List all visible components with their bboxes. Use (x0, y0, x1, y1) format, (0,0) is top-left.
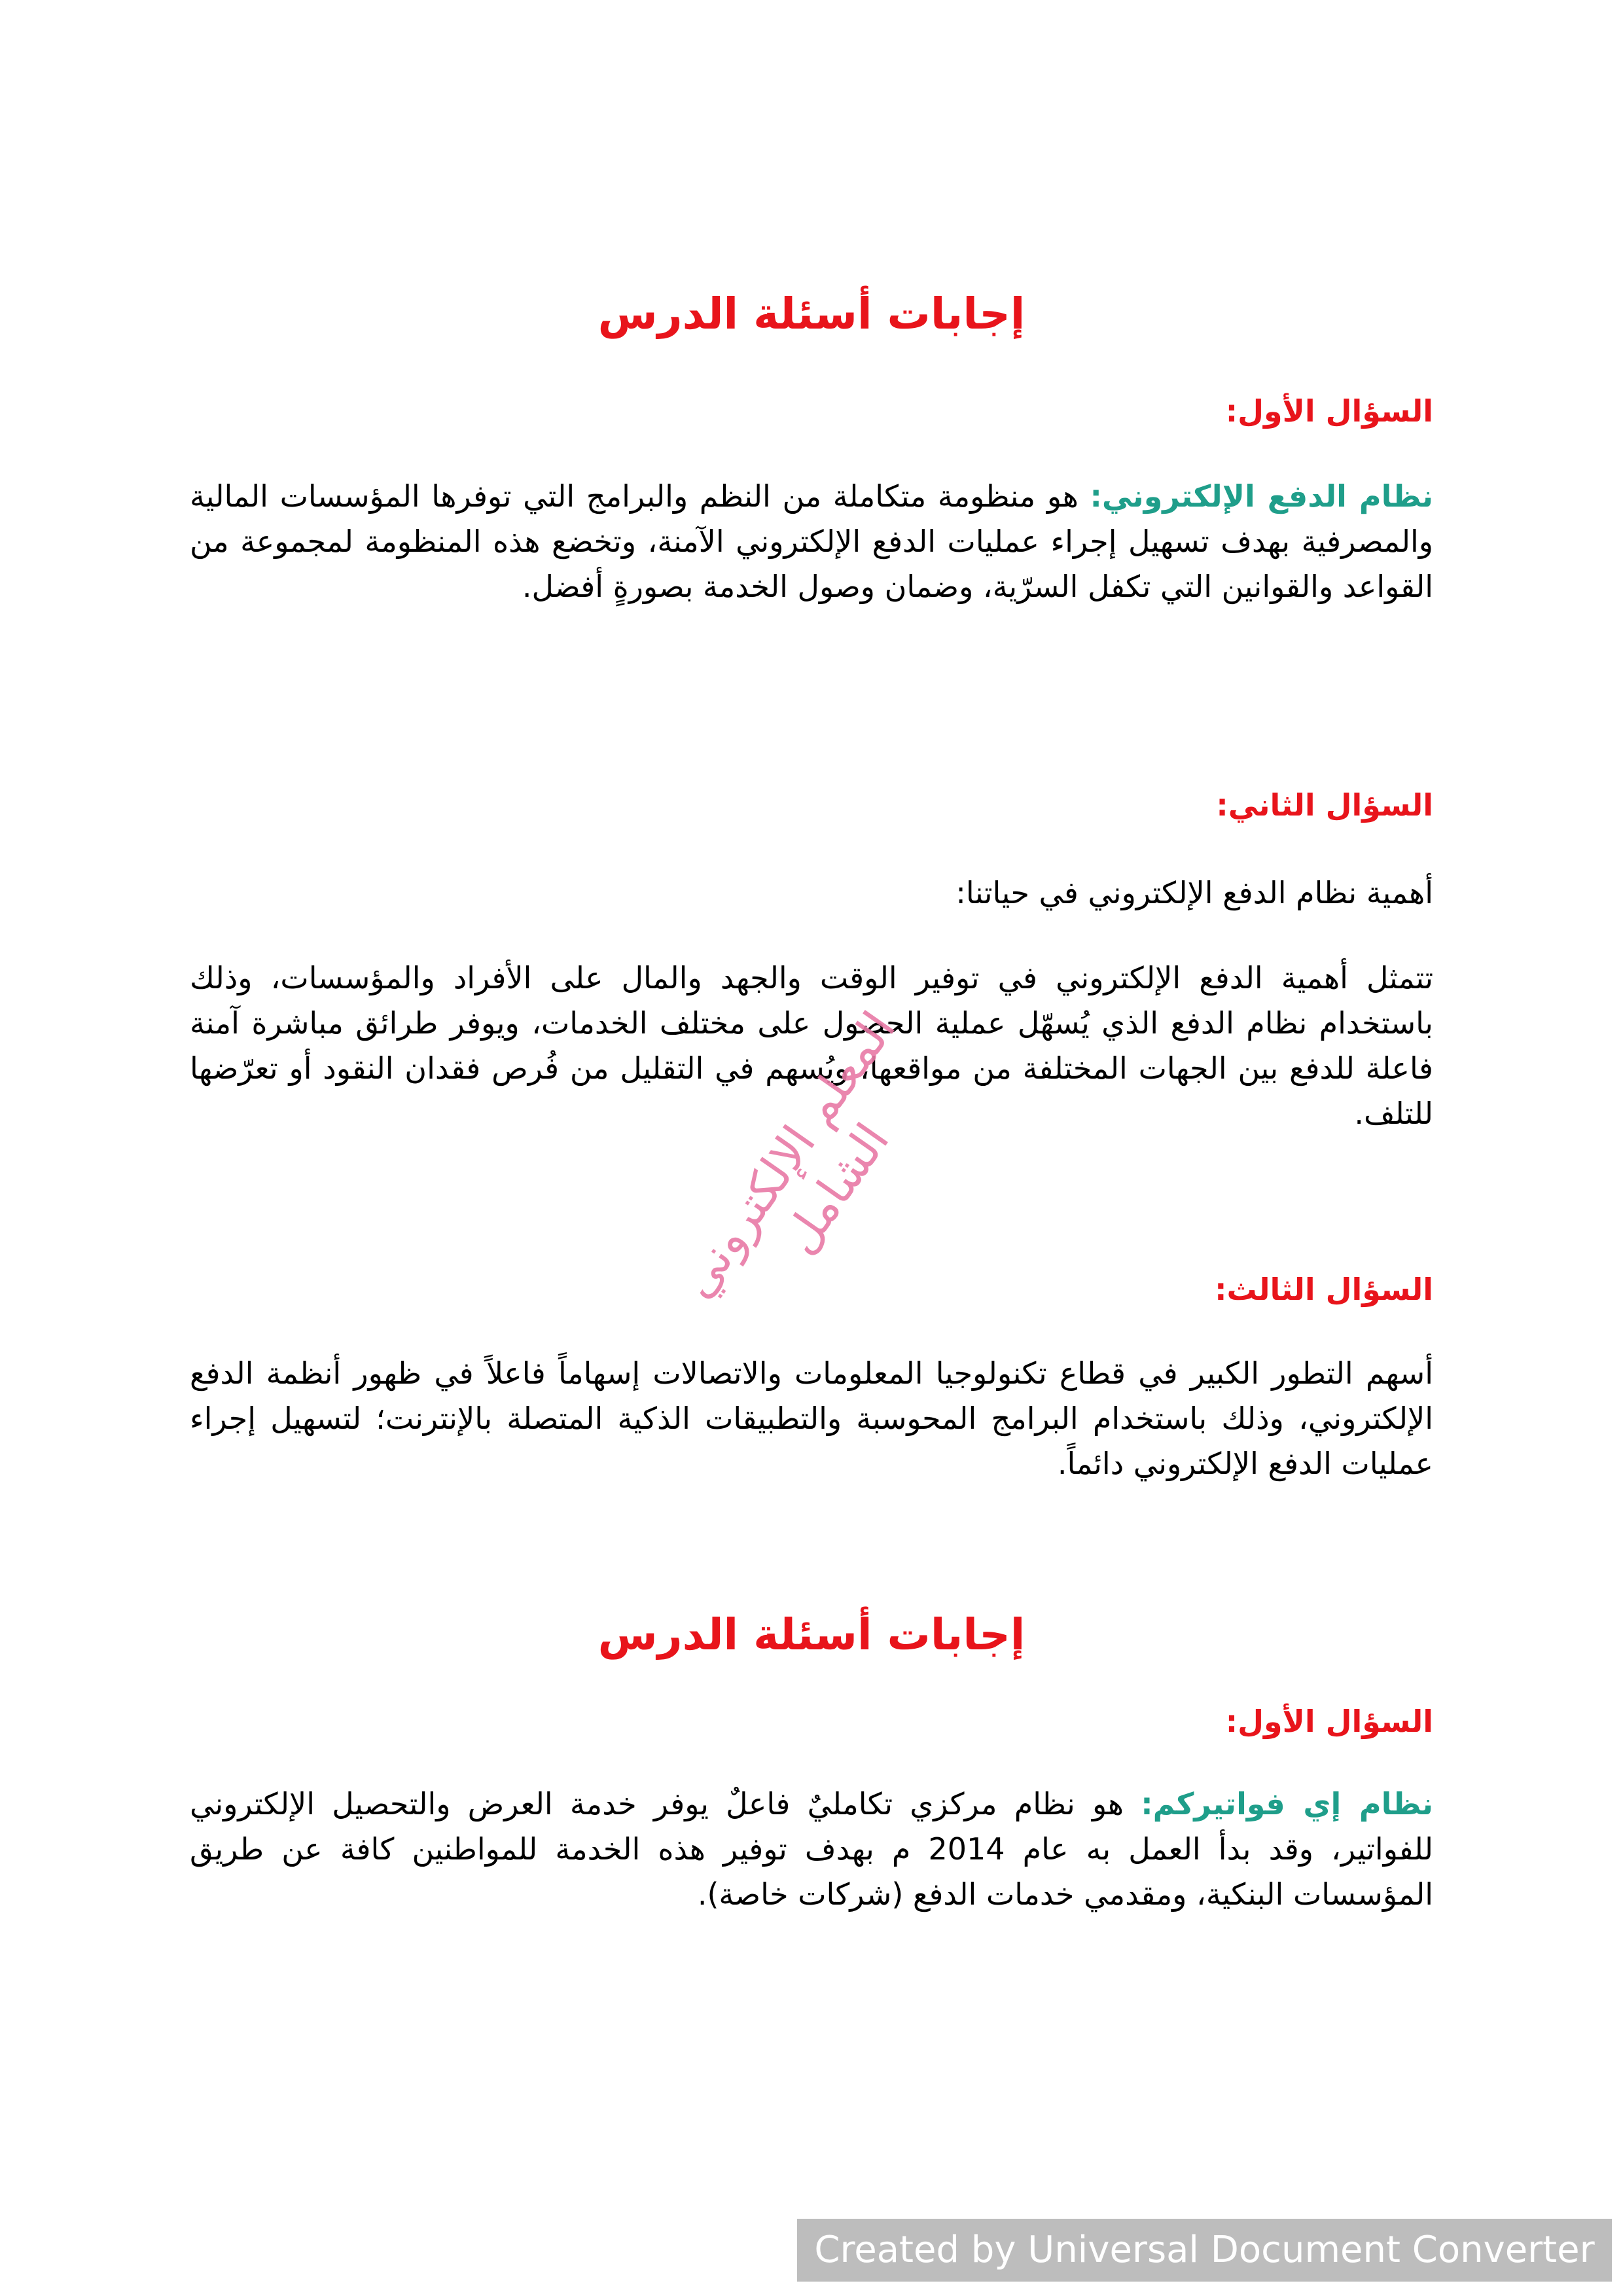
answer-1-text: هو منظومة متكاملة من النظم والبرامج التي توفرها المؤسسات المالية والمصرفية بهدف تسهيل إجراء عمليات الدفع الإلكتروني الآمنة، وتخضع هذه المنظومة لمجموعة من القواعد والقوانين التي تكفل السرّية، وضمان وصول الخدمة بصورةٍ أفضل. (190, 478, 1433, 604)
converter-footer-banner: Created by Universal Document Converter (797, 2219, 1612, 2282)
term-efawateercom: نظام إي فواتيركم: (1141, 1786, 1433, 1821)
term-epayment-system: نظام الدفع الإلكتروني: (1090, 478, 1433, 514)
question-2-heading: السؤال الثاني: (1216, 787, 1433, 823)
section-title-2: إجابات أسئلة الدرس (597, 1609, 1026, 1660)
answer-1b-paragraph (190, 1782, 1433, 1917)
question-1b-heading: السؤال الأول: (1225, 1704, 1433, 1739)
answer-1-paragraph (190, 474, 1433, 609)
question-3-heading: السؤال الثالث: (1215, 1272, 1433, 1307)
answer-2-paragraph: تتمثل أهمية الدفع الإلكتروني في توفير الوقت والجهد والمال على الأفراد والمؤسسات، وذلك باستخدام نظام الدفع الذي يُسهّل عملية الحصول على مختلف الخدمات، ويوفر طرائق مباشرة آمنة فاعلة للدفع بين الجهات المختلفة من مواقعها، ويُسهم في التقليل من فُرص فقدان النقود أو تعرّضها للتلف. (190, 960, 1433, 1131)
answer-1b-text: هو نظام مركزي تكامليٌ فاعلٌ يوفر خدمة العرض والتحصيل الإلكتروني للفواتير، وقد بدأ العمل به عام 2014 م بهدف توفير هذه الخدمة للمواطنين كافة عن طريق المؤسسات البنكية، ومقدمي خدمات الدفع (شركات خاصة). (190, 1786, 1433, 1912)
answer-2-subheading: أهمية نظام الدفع الإلكتروني في حياتنا: (955, 875, 1433, 910)
section-title-1: إجابات أسئلة الدرس (597, 289, 1026, 339)
answer-3-paragraph: أسهم التطور الكبير في قطاع تكنولوجيا المعلومات والاتصالات إسهاماً فاعلاً في ظهور أنظمة الدفع الإلكتروني، وذلك باستخدام البرامج المحوسبة والتطبيقات الذكية المتصلة بالإنترنت؛ لتسهيل إجراء عمليات الدفع الإلكتروني دائماً. (190, 1355, 1433, 1481)
watermark-text: المعلم الإلكتروني الشامل (668, 1001, 906, 1308)
question-1-heading: السؤال الأول: (1225, 393, 1433, 429)
